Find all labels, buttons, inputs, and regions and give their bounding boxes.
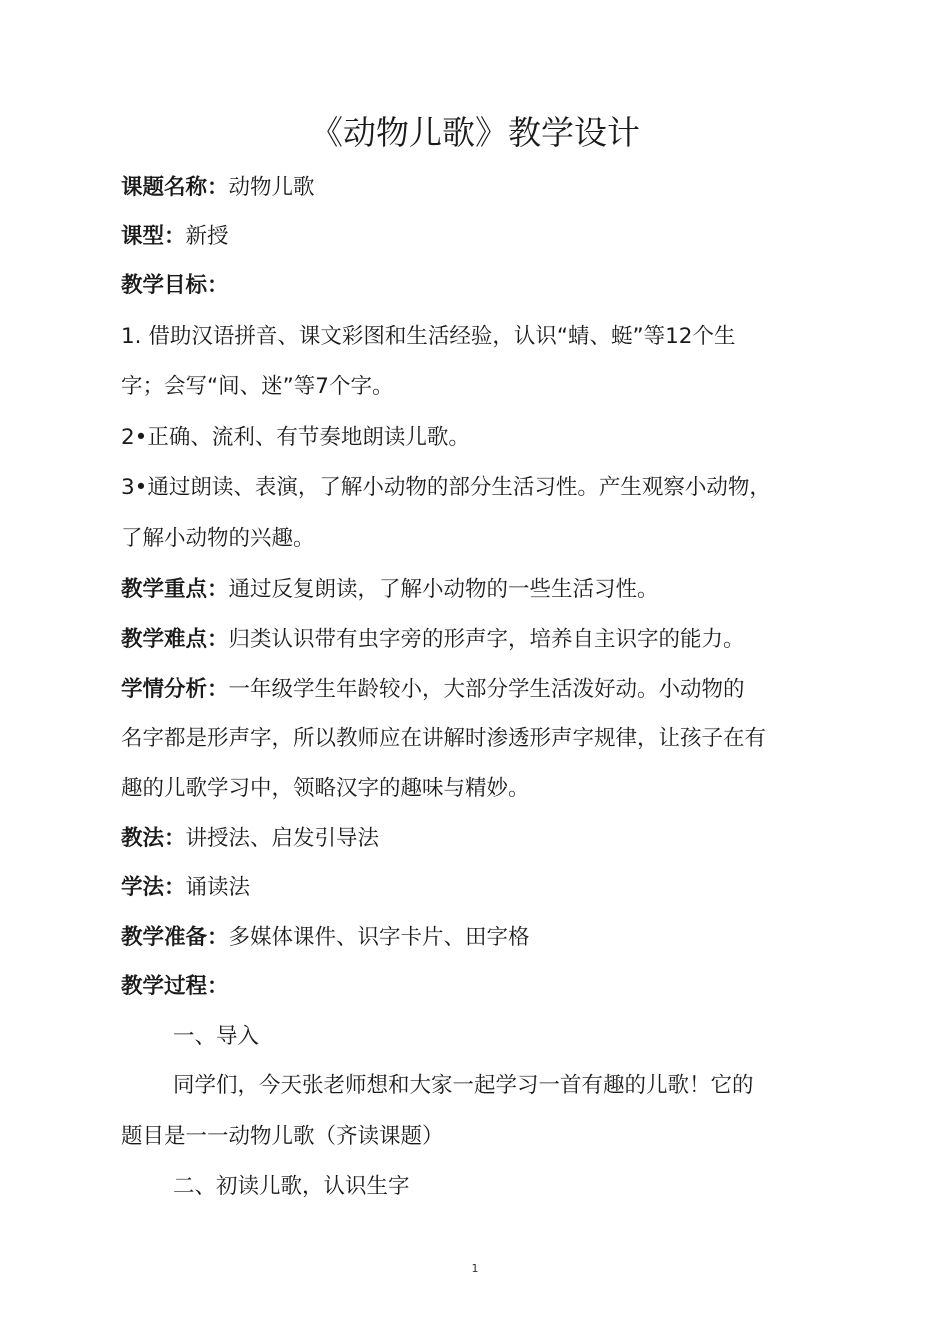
difficulty-label: 教学难点：: [121, 627, 229, 652]
prep-label: 教学准备：: [121, 925, 229, 950]
analysis-line-3: 趣的儿歌学习中，领略汉字的趣味与精妙。: [121, 776, 530, 801]
type-line: [121, 220, 831, 254]
study-label: 学法：: [121, 875, 186, 900]
process-paragraph-line-2: 题目是一一动物儿歌（齐读课题）: [121, 1124, 444, 1149]
prep-value: 多媒体课件、识字卡片、田字格: [228, 925, 530, 950]
prep-line: [121, 921, 831, 955]
analysis-value: 一年级学生年龄较小，大部分学生活泼好动。小动物的: [228, 677, 745, 702]
method-label: 教法：: [121, 826, 186, 851]
difficulty-value: 归类认识带有虫字旁的形声字，培养自主识字的能力。: [228, 627, 745, 652]
page-number: 1: [471, 1262, 479, 1275]
goal-1-line-2: 字；会写“间、迷”等7个字。: [121, 374, 394, 399]
method-line: [121, 822, 831, 856]
analysis-line-2: 名字都是形声字，所以教师应在讲解时渗透形声字规律，让孩子在有: [121, 726, 767, 751]
key-point-value: 通过反复朗读，了解小动物的一些生活习性。: [228, 577, 659, 602]
process-paragraph-line-1: 同学们，今天张老师想和大家一起学习一首有趣的儿歌！它的: [173, 1073, 754, 1098]
goal-1-line-1: 1. 借助汉语拼音、课文彩图和生活经验，认识“蜻、蜓”等12个生: [121, 324, 736, 349]
difficulty-line: [121, 623, 831, 657]
document-title: 《动物儿歌》教学设计: [310, 113, 640, 152]
type-value: 新授: [185, 224, 229, 249]
topic-label: 课题名称：: [121, 175, 229, 200]
goal-3-line-2: 了解小动物的兴趣。: [121, 526, 315, 551]
study-value: 诵读法: [185, 875, 251, 900]
goal-3-line-1: 3•通过朗读、表演，了解小动物的部分生活习性。产生观察小动物，: [121, 475, 771, 500]
section-2-heading: 二、初读儿歌，认识生字: [173, 1174, 410, 1199]
type-label: 课型：: [121, 224, 186, 249]
topic-value: 动物儿歌: [228, 175, 315, 200]
process-heading: 教学过程：: [121, 974, 229, 999]
section-1-heading: 一、导入: [173, 1024, 260, 1049]
key-point-label: 教学重点：: [121, 577, 229, 602]
analysis-label: 学情分析：: [121, 677, 229, 702]
goals-heading: 教学目标：: [121, 273, 229, 298]
study-line: [121, 871, 831, 905]
topic-line: [121, 171, 831, 205]
analysis-line-1: [121, 673, 831, 707]
key-point-line: [121, 573, 831, 607]
goal-2: 2•正确、流利、有节奏地朗读儿歌。: [121, 425, 470, 450]
method-value: 讲授法、启发引导法: [185, 826, 380, 851]
